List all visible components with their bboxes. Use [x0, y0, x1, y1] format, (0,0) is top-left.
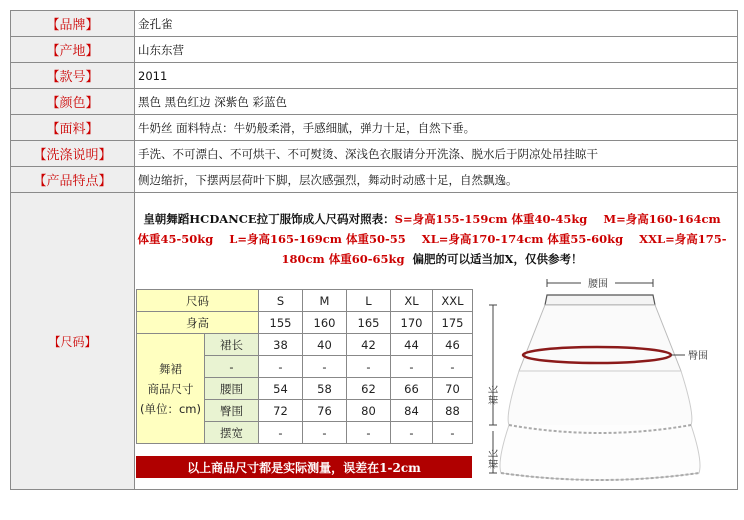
detail-value: 侧边缩折，下摆两层荷叶下脚，层次感强烈，舞动时动感十足，自然飘逸。 [138, 172, 518, 187]
measure-cell: 72 [259, 400, 303, 422]
measure-cell: - [433, 356, 473, 378]
hip-label: 臀围 [688, 351, 708, 362]
detail-row-color [11, 89, 737, 115]
size-label: 【尺码】 [11, 193, 135, 489]
size-chart-table [136, 289, 473, 444]
size-note-tail: 偏肥的可以适当加X，仅供参考！ [412, 252, 583, 266]
detail-value: 金孔雀 [138, 16, 173, 31]
detail-label: 【面料】 [11, 115, 135, 140]
garment-size-group [137, 334, 205, 444]
measure-cell: 54 [259, 378, 303, 400]
size-cell: L [347, 290, 391, 312]
table-row [137, 290, 473, 312]
measure-cell: 80 [347, 400, 391, 422]
detail-label: 【产地】 [11, 37, 135, 62]
height-header: 身高 [137, 312, 259, 334]
height-cell: 170 [391, 312, 433, 334]
size-section [11, 193, 737, 489]
skirt-diagram [485, 275, 708, 485]
length-label: 裙长 [489, 449, 500, 469]
size-cell: M [303, 290, 347, 312]
height-cell: 155 [259, 312, 303, 334]
detail-label: 【品牌】 [11, 11, 135, 36]
detail-value: 2011 [138, 68, 168, 83]
detail-value: 牛奶丝 面料特点：牛奶般柔滑，手感细腻，弹力十足，自然下垂。 [138, 120, 476, 135]
group-label-line: (单位：cm) [140, 401, 201, 416]
detail-row-washing [11, 141, 737, 167]
measure-cell: 70 [433, 378, 473, 400]
detail-row-origin [11, 37, 737, 63]
table-row [137, 334, 473, 356]
detail-label: 【款号】 [11, 63, 135, 88]
detail-label: 【颜色】 [11, 89, 135, 114]
measure-cell: - [347, 422, 391, 444]
length-label: 裙长 [489, 385, 500, 405]
size-note-intro: 皇朝舞蹈HCDANCE拉丁服饰成人尺码对照表： [143, 212, 395, 226]
measure-cell: 38 [259, 334, 303, 356]
product-details-table [10, 10, 738, 490]
height-cell: 165 [347, 312, 391, 334]
detail-value: 山东东营 [138, 42, 184, 57]
detail-value: 黑色 黑色红边 深紫色 彩蓝色 [138, 94, 287, 109]
measure-cell: - [433, 422, 473, 444]
size-note-l: L=身高165-169cm 体重50-55 [229, 232, 406, 246]
measure-name: - [205, 356, 259, 378]
measure-name: 臀围 [205, 400, 259, 422]
size-cell: XXL [433, 290, 473, 312]
size-content [135, 193, 737, 489]
measure-cell: 44 [391, 334, 433, 356]
measure-cell: - [259, 422, 303, 444]
measure-cell: 76 [303, 400, 347, 422]
size-note-m: M=身高160-164cm 体重45-50kg [137, 212, 721, 246]
waist-label: 腰围 [588, 279, 608, 290]
size-cell: XL [391, 290, 433, 312]
measure-cell: 62 [347, 378, 391, 400]
detail-row-fabric [11, 115, 737, 141]
size-cell: S [259, 290, 303, 312]
size-header: 尺码 [137, 290, 259, 312]
detail-row-features [11, 167, 737, 193]
measure-cell: - [303, 422, 347, 444]
measure-cell: - [259, 356, 303, 378]
group-label-line: 商品尺寸 [147, 381, 194, 396]
detail-label: 【产品特点】 [11, 167, 135, 192]
measure-cell: - [391, 356, 433, 378]
measurement-footer: 以上商品尺寸都是实际测量，误差在1-2cm [136, 456, 472, 478]
measure-cell: 42 [347, 334, 391, 356]
measure-cell: 46 [433, 334, 473, 356]
measure-name: 裙长 [205, 334, 259, 356]
measure-cell: 58 [303, 378, 347, 400]
measure-name: 摆宽 [205, 422, 259, 444]
detail-value: 手洗、不可漂白、不可烘干、不可熨烫、深浅色衣服请分开洗涤、脱水后于阴凉处吊挂晾干 [138, 146, 598, 161]
size-note-s: S=身高155-159cm 体重40-45kg [394, 212, 588, 226]
size-note [137, 209, 727, 269]
measure-name: 腰围 [205, 378, 259, 400]
measure-cell: 40 [303, 334, 347, 356]
measure-cell: 66 [391, 378, 433, 400]
measure-cell: - [347, 356, 391, 378]
measure-cell: 88 [433, 400, 473, 422]
table-row [137, 312, 473, 334]
size-note-xxl: XXL=身高175-180cm 体重60-65kg [281, 232, 727, 266]
measure-cell: 84 [391, 400, 433, 422]
measure-cell: - [391, 422, 433, 444]
detail-row-brand [11, 11, 737, 37]
height-cell: 160 [303, 312, 347, 334]
detail-label: 【洗涤说明】 [11, 141, 135, 166]
size-note-xl: XL=身高170-174cm 体重55-60kg [421, 232, 624, 246]
group-label-line: 舞裙 [159, 361, 182, 376]
height-cell: 175 [433, 312, 473, 334]
measure-cell: - [303, 356, 347, 378]
detail-row-model [11, 63, 737, 89]
